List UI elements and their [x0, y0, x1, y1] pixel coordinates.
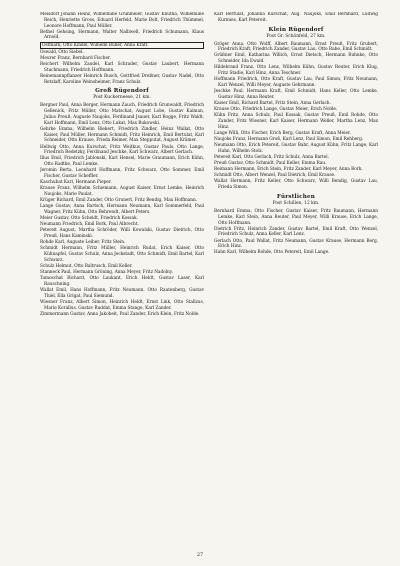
- address-entry: Bergner Paul, Anna Berger, Hermann Zauch, Friedrich Grunwaldt, Friedrich Gellenick, Fritz Müller, Otto Matschat, August Lobe, Gustav Kaiman, Julius Preuß, Auguste Naujoks, Ferdinand Jsauer, Karl Rogge, Fritz Waldt, Karl Hoffmann, Emil Lenz, Otto Lukat, Max Bukowski.: [40, 103, 204, 126]
- section-subheading: Post Schillen, 12 km.: [272, 200, 320, 206]
- address-entry: Petereit August, Martha Schröder, Willi Kowalski, Gustav Dietrich, Otto Preuß, Hans Kaminski.: [40, 228, 204, 240]
- address-entry: Lange Willi, Otto Fischer, Erich Berg, Gustav Kraft, Anna Meier.: [214, 130, 351, 136]
- address-entry: Wiesner Franz, Albert Simon, Heinrich Heldt, Ernst Link, Otto Stallzus, Marie Korallus, Gustav Ruddat, Emma Stange, Karl Zander.: [40, 299, 204, 311]
- address-entry: Wallat Hermann, Fritz Keller, Otto Schwarz, Willi Bendig, Gustav Lau, Frieda Simon.: [214, 179, 378, 191]
- address-entry: Kaiser Emil, Richard Bartel, Fritz Stein, Anna Gerlach.: [214, 101, 331, 107]
- address-entry: Meurer Franz, Bernhard Fischer.: [40, 55, 111, 61]
- address-entry: Meisdorf Johann Heinz, Wilhelmine Grünmeier, Gustav Knutha, Wilhelmine Reich, Henriette Gross, Eduard Herfeld, Marie Bolt, Friedrich Thümmel, Leonore Hoffmann, Paul Müller.: [40, 12, 204, 29]
- address-entry: Bernhard Emma, Otto Fischer, Gustav Kaiser, Fritz Baumann, Hermann Lemke, Karl Stein, Anna Reuter, Paul Meyer, Willi Krause, Erich Lange, Otto Hoffmann.: [214, 208, 378, 226]
- section-heading: Klein Rügendorf: [268, 26, 324, 33]
- address-entry: Gerlach Otto, Paul Wallat, Fritz Neumann, Gustav Krause, Hermann Berg, Erich Hinz.: [214, 238, 378, 250]
- address-entry: Schulz Helmut, Otto Baltrusch, Emil Keller.: [40, 264, 133, 270]
- address-entry: Reinemannpflanzer Heinrich Busch, Gottfried Dreßner, Gustav Nadel, Otto Retzlaff, Karoline Weinsheimer, Franz Schulz.: [40, 73, 204, 85]
- address-entry: Preuß Gustav, Otto Schmidt, Paul Keller, Emma Rau.: [214, 161, 327, 167]
- section-subheading: Post Kuckerneese, 21 km.: [93, 95, 151, 101]
- address-entry: Reimann Hermann, Erich Stein, Fritz Zander, Karl Meyer, Anna Bork.: [214, 167, 363, 173]
- address-entry: Krause Franz, Wilhelm Schiemann, August Kaiser, Ernst Lemke, Heinrich Naujoks, Marie Paulat.: [40, 186, 204, 198]
- section-subheading: Post Gr. Schönfeld, 27 km.: [266, 33, 326, 39]
- address-entry: Gröger Anna, Otto Wolff, Albert Baumann, Ernst Preuß, Fritz Grubert, Friedrich Kraft, Friedrich Zander, Gustav Lau, Otto Rabe, Emil Schmidt.: [214, 41, 378, 53]
- address-entry: Lange Gustav, Anna Bartsch, Hermann Neumann, Karl Sommerfeld, Paul Wagner, Fritz Kühn, Otto Behrendt, Albert Peters.: [40, 204, 204, 216]
- address-entry: Hildebrand Franz, Otto Lenz, Wilhelm Kühn, Gustav Reuter, Erich Klug, Fritz Stadie, Karl Hinz, Anna Teschner.: [214, 65, 378, 77]
- section-heading: Fürstlichen: [276, 193, 316, 200]
- address-entry: Jeromin Berta, Leonhard Hoffmann, Fritz Schwarz, Otto Sommer, Emil Fischer, Gustav Scheffler.: [40, 168, 204, 180]
- address-entry: Kaschubat Karl, Hermann Pieper.: [40, 180, 112, 186]
- address-entry: Wallat Emil, Hans Hoffmann, Fritz Neumann, Otto Rautenberg, Gustav Thiel, Ella Grigat, Paul Siemund.: [40, 288, 204, 299]
- address-entry: Jeschke Paul, Hermann Kraft, Emil Schmidt, Hans Keller, Otto Lemke, Gustav Hinz, Anna Reuter.: [214, 89, 378, 100]
- page-number: 27: [196, 552, 204, 558]
- right-column: [214, 12, 378, 540]
- address-entry: Krause Otto, Friedrich Lange, Gustav Meier, Erich Nolde.: [214, 107, 338, 113]
- address-entry: Schmidt Otto, Albert Wenzel, Paul Dietrich, Emil Krause.: [214, 173, 336, 179]
- address-entry: Zimmermann Gustav, Anna Jakobeit, Paul Zander, Erich Klein, Fritz Nolde.: [40, 311, 200, 317]
- address-entry: Tamoschat Richard, Otto Laukant, Erich Heldt, Gustav Laser, Karl Rauschning.: [40, 276, 204, 287]
- address-entry: Petereit Karl, Otto Gerlach, Fritz Schulz, Anna Bartel.: [214, 155, 329, 160]
- section-heading: Groß Rügendorf: [95, 88, 149, 95]
- address-entry: Gehrke Emma, Wilhelm Riekert, Friedrich Zindler, Heinz Wallat, Otto Kaiser, Paul Müller, Hermann Schmidt, Fritz Heinrich, Emil Bertulat, Karl Schneider, Otto Krause, Frieda Reimer, Max Stepputat, August Krämer.: [40, 126, 204, 144]
- address-entry: Neumann Otto, Erich Petereit, Gustav Bahr, August Kühn, Fritz Lange, Karl Hahn, Wilhelm Stolz.: [214, 143, 378, 154]
- address-entry: Grüßner Emil, Katharina Willich, Ernst Dietsch, Hermann Ruhnke, Otto Schneider, Ida Ewald.: [214, 53, 378, 65]
- address-entry: Hellwig Otto, Anna Kurschat, Fritz Weitkus, Gustav Pauls, Otto Lange, Friedrich Redetzky, Ferdinand Jeschke, Karl Schwarz, Albert Gerlach.: [40, 144, 204, 156]
- address-entry: Schmidt Hermann, Fritz Müller, Heinrich Rudat, Erich Kaiser, Otto Kühnapfel, Gustav Schulz, Anna Jeckstadt, Otto Schmidt, Emil Bartel, Karl Schwarz.: [40, 246, 204, 263]
- address-entry: Rohde Karl, Auguste Leiber, Fritz Stein.: [40, 240, 126, 246]
- address-entry: Stanneck Paul, Hermann Gröning, Anna Meyer, Fritz Nadolny.: [40, 270, 173, 276]
- two-column-layout: [40, 12, 378, 540]
- address-entry: Ilius Emil, Friedrich Jablonski, Karl Hensel, Marie Graumann, Erich Kühn, Otto Radtke, Paul Lemke.: [40, 156, 204, 168]
- left-column: [40, 12, 204, 540]
- address-entry: Kühn Fritz, Anna Schulz, Paul Kossak, Gustav Preuß, Emil Rohde, Otto Zander, Fritz Wiesner, Karl Kaiser, Hermann Weller, Martha Lenz, Max Hinz.: [214, 113, 378, 130]
- address-entry: Krüger Richard, Emil Zander, Otto Grunert, Fritz Bendig, Max Hoffmann.: [40, 198, 198, 204]
- address-entry: Hoffmann Friedrich, Otto Kraft, Gustav Lau, Paul Simon, Fritz Neumann, Karl Wenzel, Willi Meyer, Auguste Gehrmann.: [214, 77, 378, 89]
- address-entry: Bethel Gehsing, Hermann, Walter Nalliwell, Friedrich Schumann, Klaus Arnold.: [40, 29, 204, 41]
- boxed-address-entry: Ostmark, Otto Kindel, Wilhelm Buller, Anna Kraft.: [40, 42, 204, 50]
- address-entry: Naujoks Franz, Hermann Groß, Karl Lenz, Paul Simon, Emil Rehberg.: [214, 137, 364, 143]
- address-entry: Reichert Wilhelm Zaudel, Karl Schrader, Gustav Laubert, Hermann Stachmann, Friedrich Hoffmann.: [40, 61, 204, 73]
- address-entry: Neumann Friedrich, Emil Bork, Paul Albrecht.: [40, 222, 139, 228]
- address-entry: Dietrich Fritz, Heinrich Zander, Gustav Bartel, Emil Kraft, Otto Wenzel, Friedrich Schulz, Anna Keller, Karl Lenz.: [214, 226, 378, 238]
- address-entry: Meier Gustav, Otto Scheidt, Friedrich Kossak.: [40, 216, 138, 222]
- address-entry: Hahn Karl, Wilhelm Rohde, Otto Petereit, Emil Lange.: [214, 250, 330, 256]
- address-entry: Oswald, Otto Siebel.: [40, 49, 84, 55]
- address-entry: Karl Bertulat, Johanna Kurschat, Aug. Naujoks, Emil Bernhard, Ludwig Kurmies, Karl Petereit.: [214, 12, 378, 23]
